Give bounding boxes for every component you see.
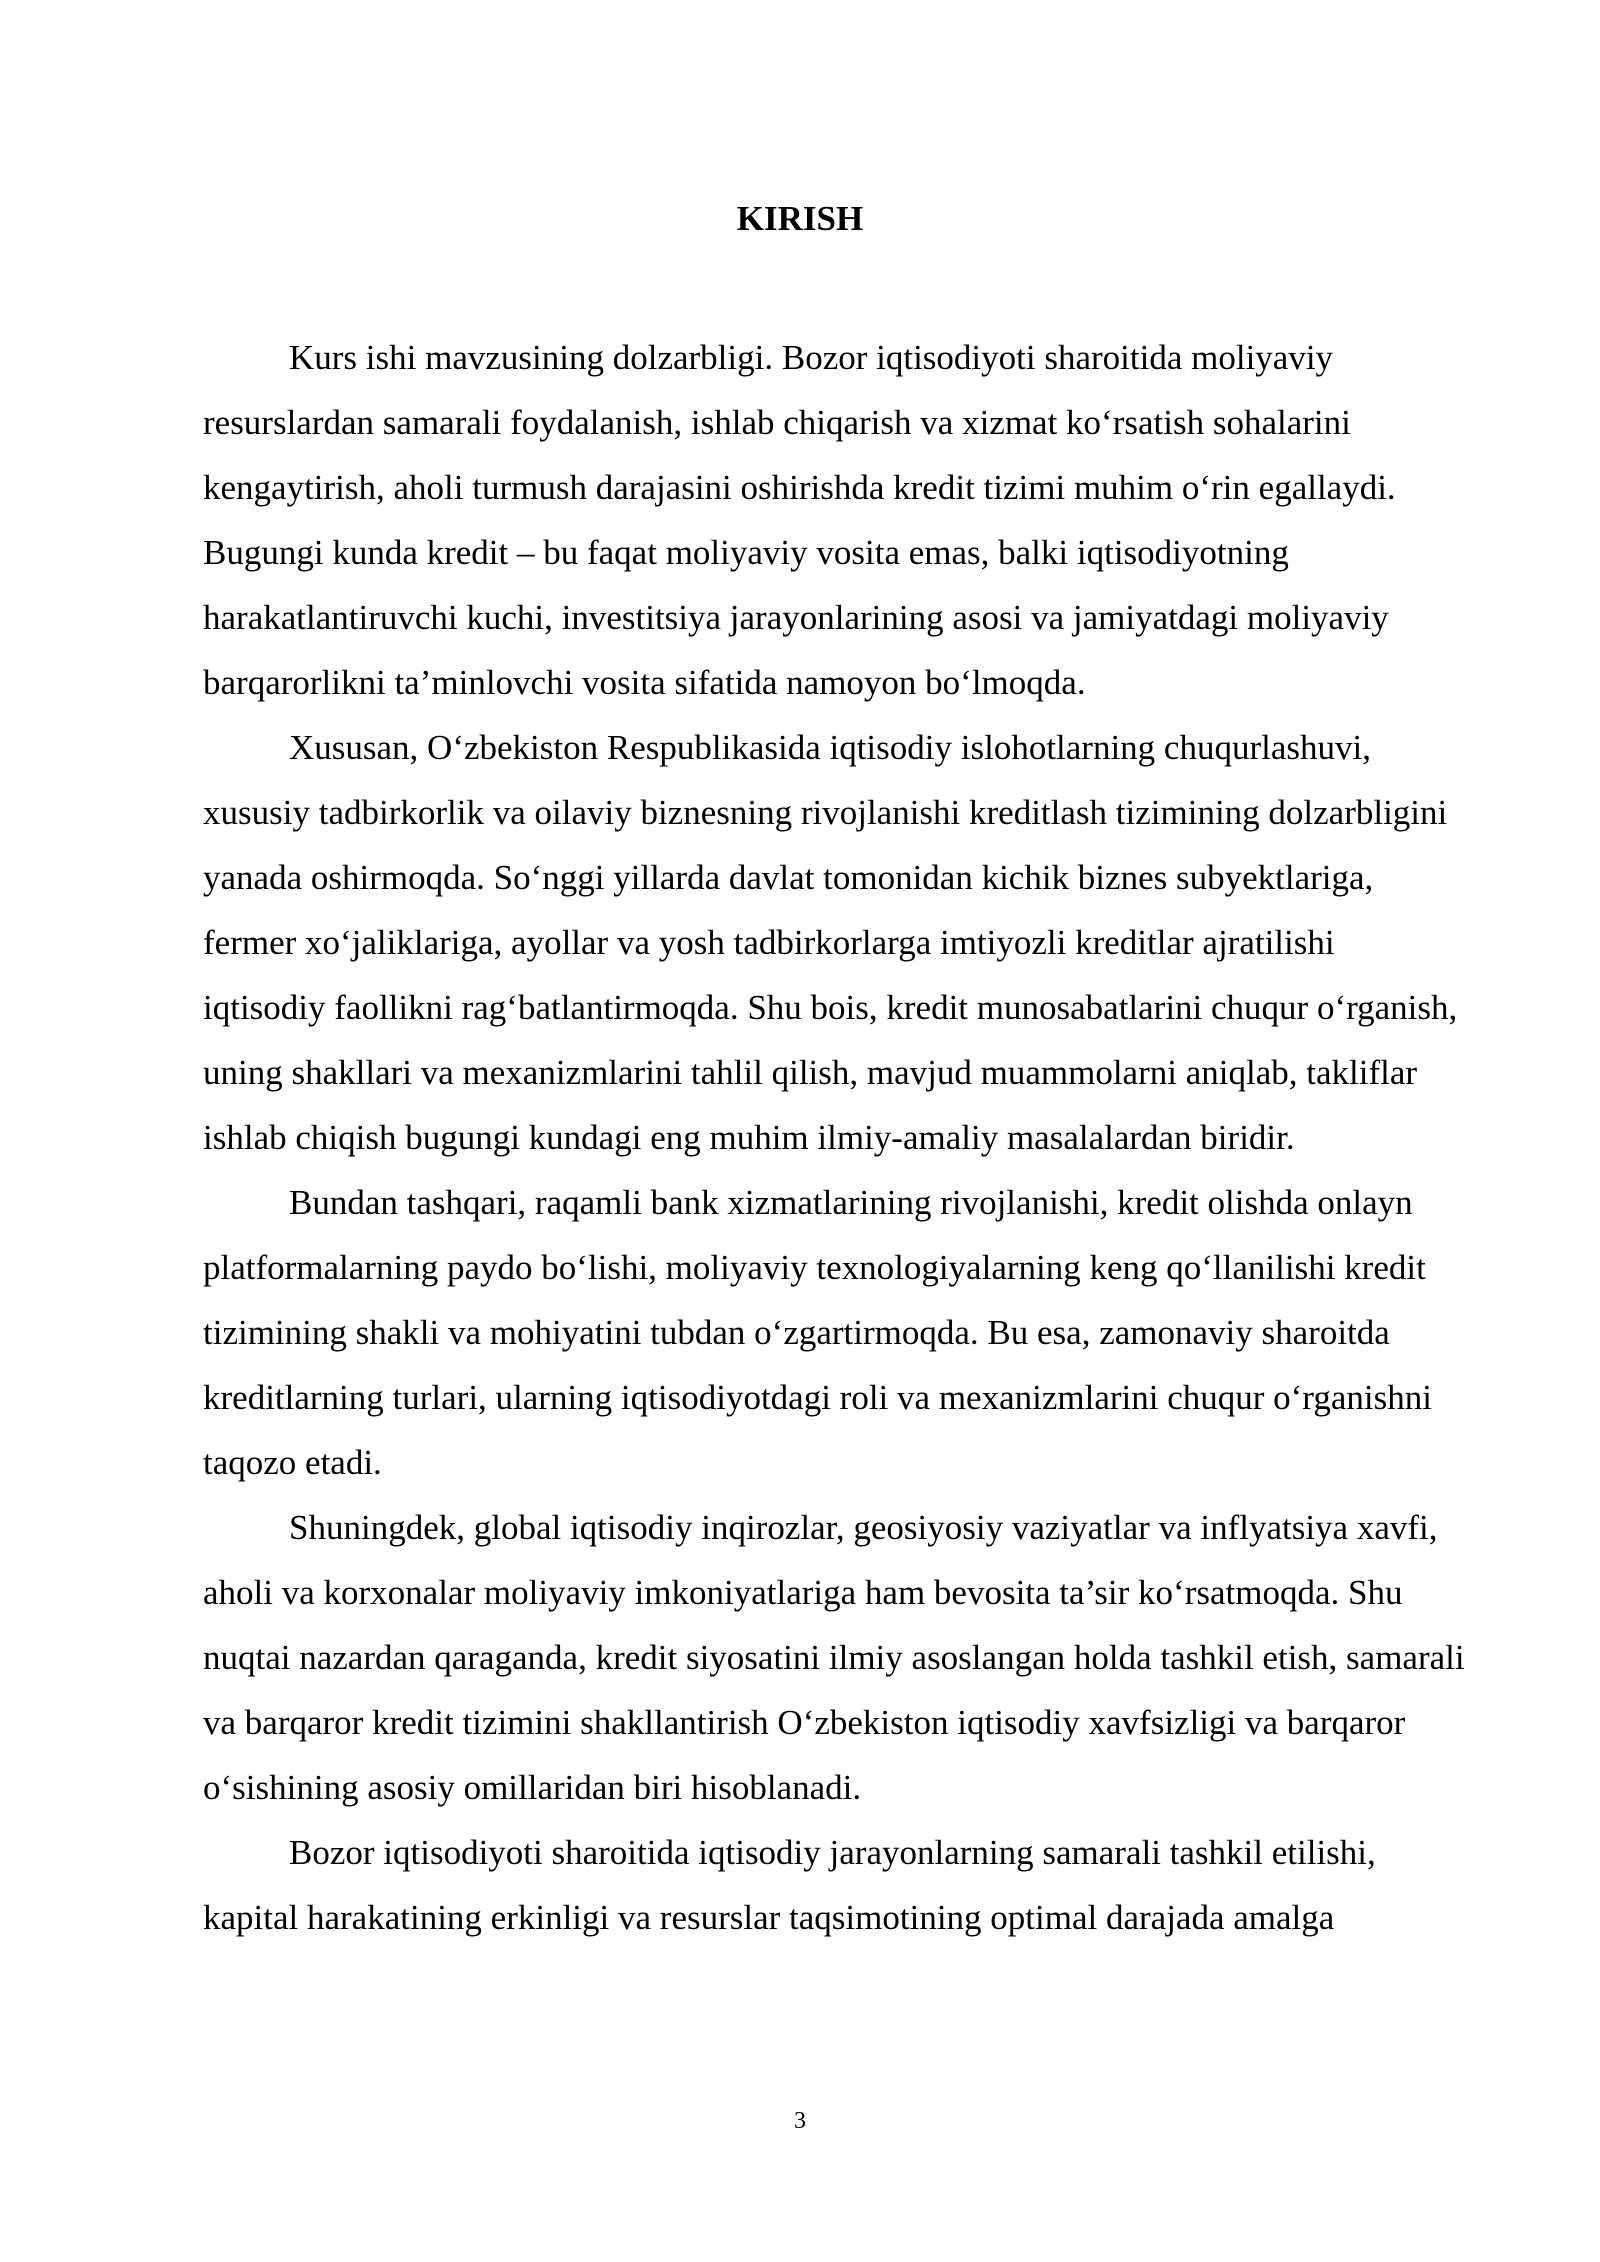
paragraph: Shuningdek, global iqtisodiy inqirozlar, geosiyosiy vaziyatlar va inflyatsiya xavfi, aholi va korxonalar moliyaviy imkoniyatlariga ham bevosita ta’sir ko‘rsatmoqda. Shu nuqtai nazardan qaraganda, kredit siyosatini ilmiy asoslangan holda tashkil etish, samarali va barqaror kredit tizimini shakllantirish O‘zbekiston iqtisodiy xavfsizligi va barqaror o‘sishining asosiy omillaridan biri hisoblanadi. xyxy=(203,1508,1465,1807)
body-text xyxy=(203,325,1465,1950)
paragraph: Xususan, O‘zbekiston Respublikasida iqtisodiy islohotlarning chuqurlashuvi, xususiy tadbirkorlik va oilaviy biznesning rivojlanishi kreditlash tizimining dolzarbligini yanada oshirmoqda. So‘nggi yillarda davlat tomonidan kichik biznes subyektlariga, fermer xo‘jaliklariga, ayollar va yosh tadbirkorlarga imtiyozli kreditlar ajratilishi iqtisodiy faollikni rag‘batlantirmoqda. Shu bois, kredit munosabatlarini chuqur o‘rganish, uning shakllari va mexanizmlarini tahlil qilish, mavjud muammolarni aniqlab, takliflar ishlab chiqish bugungi kundagi eng muhim ilmiy-amaliy masalalardan biridir. xyxy=(203,728,1458,1157)
page-title: KIRISH xyxy=(736,199,864,238)
paragraph: Bozor iqtisodiyoti sharoitida iqtisodiy jarayonlarning samarali tashkil etilishi, kapital harakatining erkinligi va resurslar taqsimotining optimal darajada amalga xyxy=(203,1833,1376,1937)
page-number: 3 xyxy=(794,2108,806,2134)
paragraph: Bundan tashqari, raqamli bank xizmatlarining rivojlanishi, kredit olishda onlayn platformalarning paydo bo‘lishi, moliyaviy texnologiyalarning keng qo‘llanilishi kredit tizimining shakli va mohiyatini tubdan o‘zgartirmoqda. Bu esa, zamonaviy sharoitda kreditlarning turlari, ularning iqtisodiyotdagi roli va mexanizmlarini chuqur o‘rganishni taqozo etadi. xyxy=(203,1183,1432,1482)
paragraph: Kurs ishi mavzusining dolzarbligi. Bozor iqtisodiyoti sharoitida moliyaviy resurslardan samarali foydalanish, ishlab chiqarish va xizmat ko‘rsatish sohalarini kengaytirish, aholi turmush darajasini oshirishda kredit tizimi muhim o‘rin egallaydi. Bugungi kunda kredit – bu faqat moliyaviy vosita emas, balki iqtisodiyotning harakatlantiruvchi kuchi, investitsiya jarayonlarining asosi va jamiyatdagi moliyaviy barqarorlikni ta’minlovchi vosita sifatida namoyon bo‘lmoqda. xyxy=(203,338,1396,702)
